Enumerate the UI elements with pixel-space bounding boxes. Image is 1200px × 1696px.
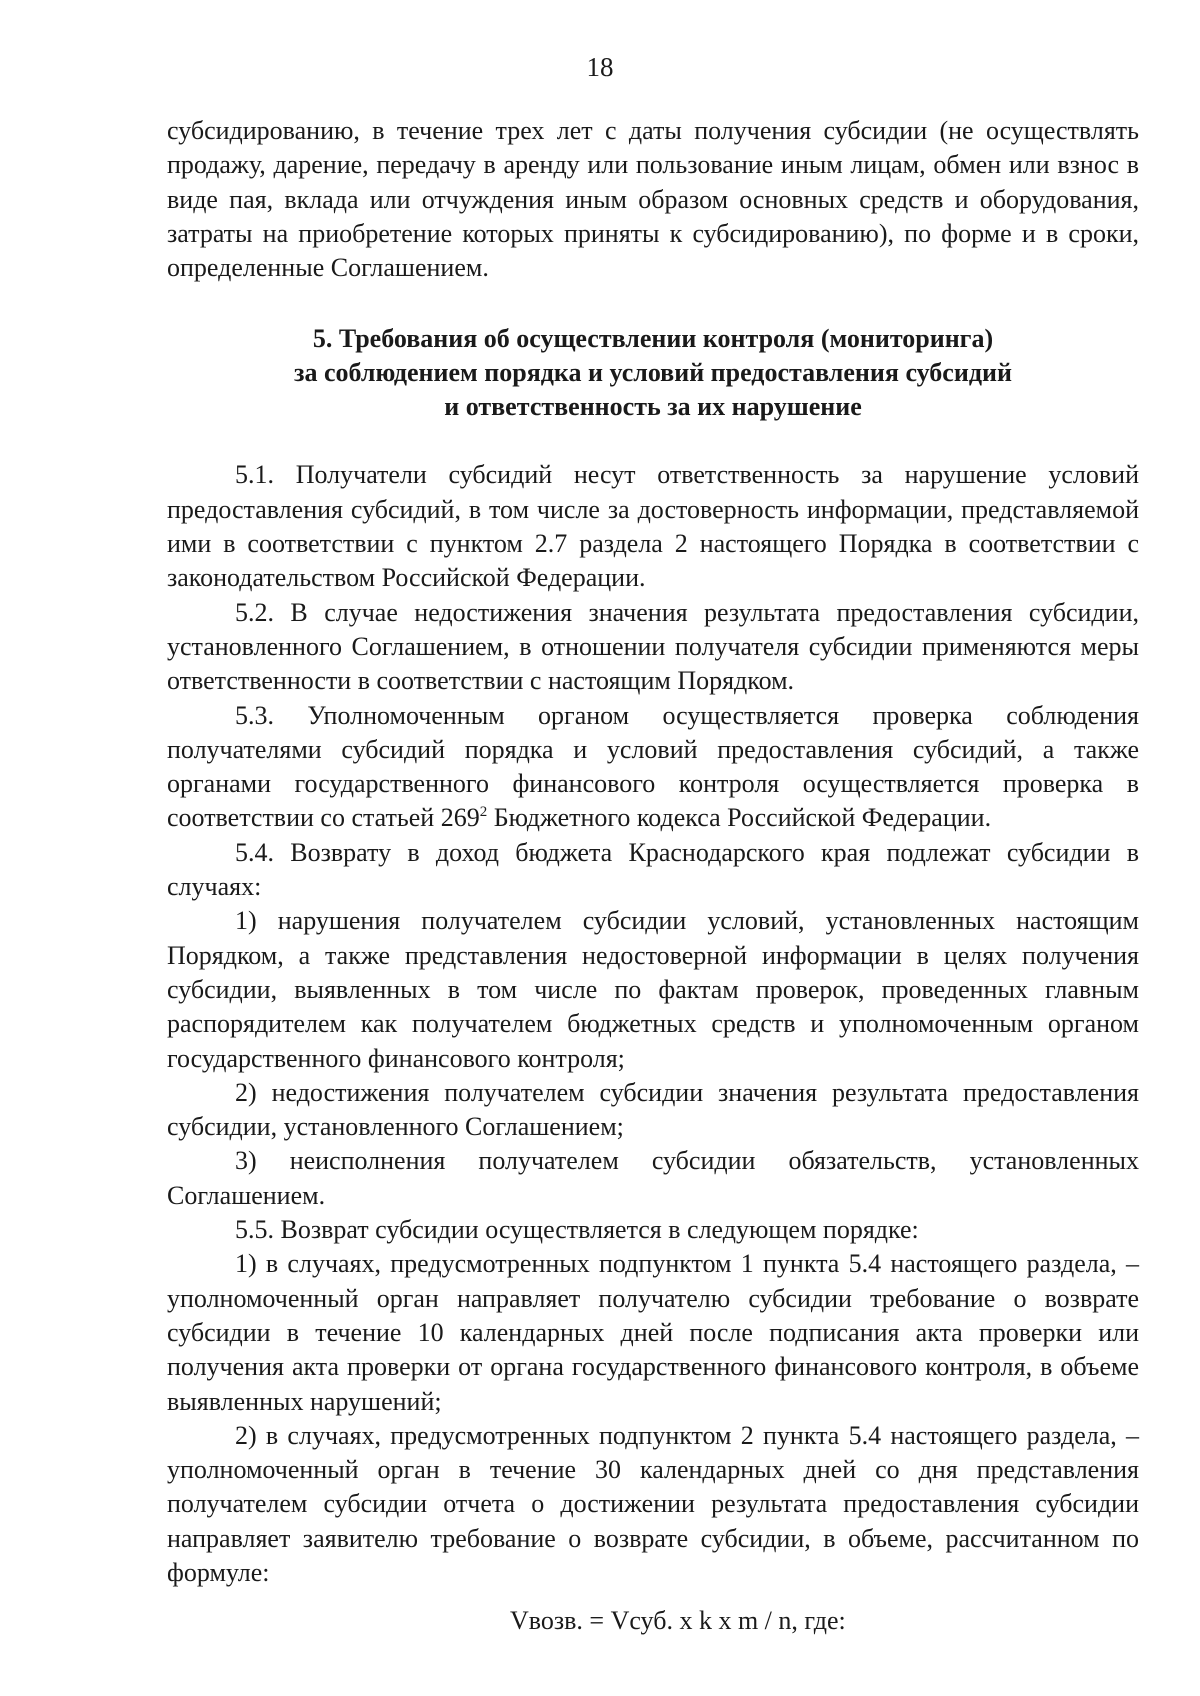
section-heading-line-2: за соблюдением порядка и условий предоставления субсидий [294,358,1012,388]
paragraph-5-4-item-3: 3) неисполнения получателем субсидии обязательств, установленных Соглашением. [167,1146,1139,1210]
section-heading-line-3: и ответственность за их нарушение [444,392,862,422]
paragraph-5-5: 5.5. Возврат субсидии осуществляется в следующем порядке: [235,1215,919,1245]
page-number: 18 [586,52,614,82]
paragraph-5-5-item-1: 1) в случаях, предусмотренных подпунктом 1 пункта 5.4 настоящего раздела, – уполномоченный орган направляет получателю субсидии требование о возврате субсидии в течение 10 календарных дней после подписания акта проверки или получения акта проверки от органа государственного финансового контроля, в объеме выявленных нарушений; [167,1249,1139,1416]
section-heading [167,322,1139,424]
intro-paragraph: субсидированию, в течение трех лет с даты получения субсидии (не осуществлять продажу, дарение, передачу в аренду или пользование иным лицам, обмен или взнос в виде пая, вклада или отчуждения иным образом основных средств и оборудования, затраты на приобретение которых приняты к субсидированию), по форме и в сроки, определенные Соглашением. [167,116,1139,283]
paragraph-5-2: 5.2. В случае недостижения значения результата предоставления субсидии, установленного Соглашением, в отношении получателя субсидии применяются меры ответственности в соответствии с настоящим Порядком. [167,597,1139,696]
paragraph-5-3-text: 5.3. Уполномоченным органом осуществляется проверка соблюдения получателями субсидий порядка и условий предоставления субсидий, а также органами государственного финансового контроля осуществляется проверка в соответствии со статьей 269 [167,700,1139,833]
paragraph-5-3-tail: Бюджетного кодекса Российской Федерации. [487,803,992,833]
paragraph-5-4-item-2: 2) недостижения получателем субсидии значения результата предоставления субсидии, установленного Соглашением; [167,1077,1139,1142]
formula: Vвозв. = Vсуб. x k x m / n, где: [510,1606,846,1636]
paragraph-5-1: 5.1. Получатели субсидий несут ответственность за нарушение условий предоставления субсидий, в том числе за достоверность информации, представляемой ими в соответствии с пунктом 2.7 раздела 2 настоящего Порядка в соответствии с законодательством Российской Федерации. [167,460,1139,593]
paragraph-5-4: 5.4. Возврату в доход бюджета Краснодарского края подлежат субсидии в случаях: [167,837,1139,902]
section-heading-line-1: 5. Требования об осуществлении контроля (мониторинга) [312,324,994,354]
article-superscript: 2 [479,804,488,821]
paragraph-5-3 [167,699,1139,836]
document-body [167,114,1139,1639]
paragraph-5-5-item-2: 2) в случаях, предусмотренных подпунктом 2 пункта 5.4 настоящего раздела, – уполномоченный орган в течение 30 календарных дней со дня представления получателем субсидии отчета о достижении результата предоставления субсидии направляет заявителю требование о возврате субсидии, в объеме, рассчитанном по формуле: [167,1420,1139,1587]
paragraph-5-4-item-1: 1) нарушения получателем субсидии условий, установленных настоящим Порядком, а также представления недостоверной информации в целях получения субсидии, выявленных в том числе по фактам проверок, проведенных главным распорядителем как получателем бюджетных средств и уполномоченным органом государственного финансового контроля; [167,906,1139,1073]
